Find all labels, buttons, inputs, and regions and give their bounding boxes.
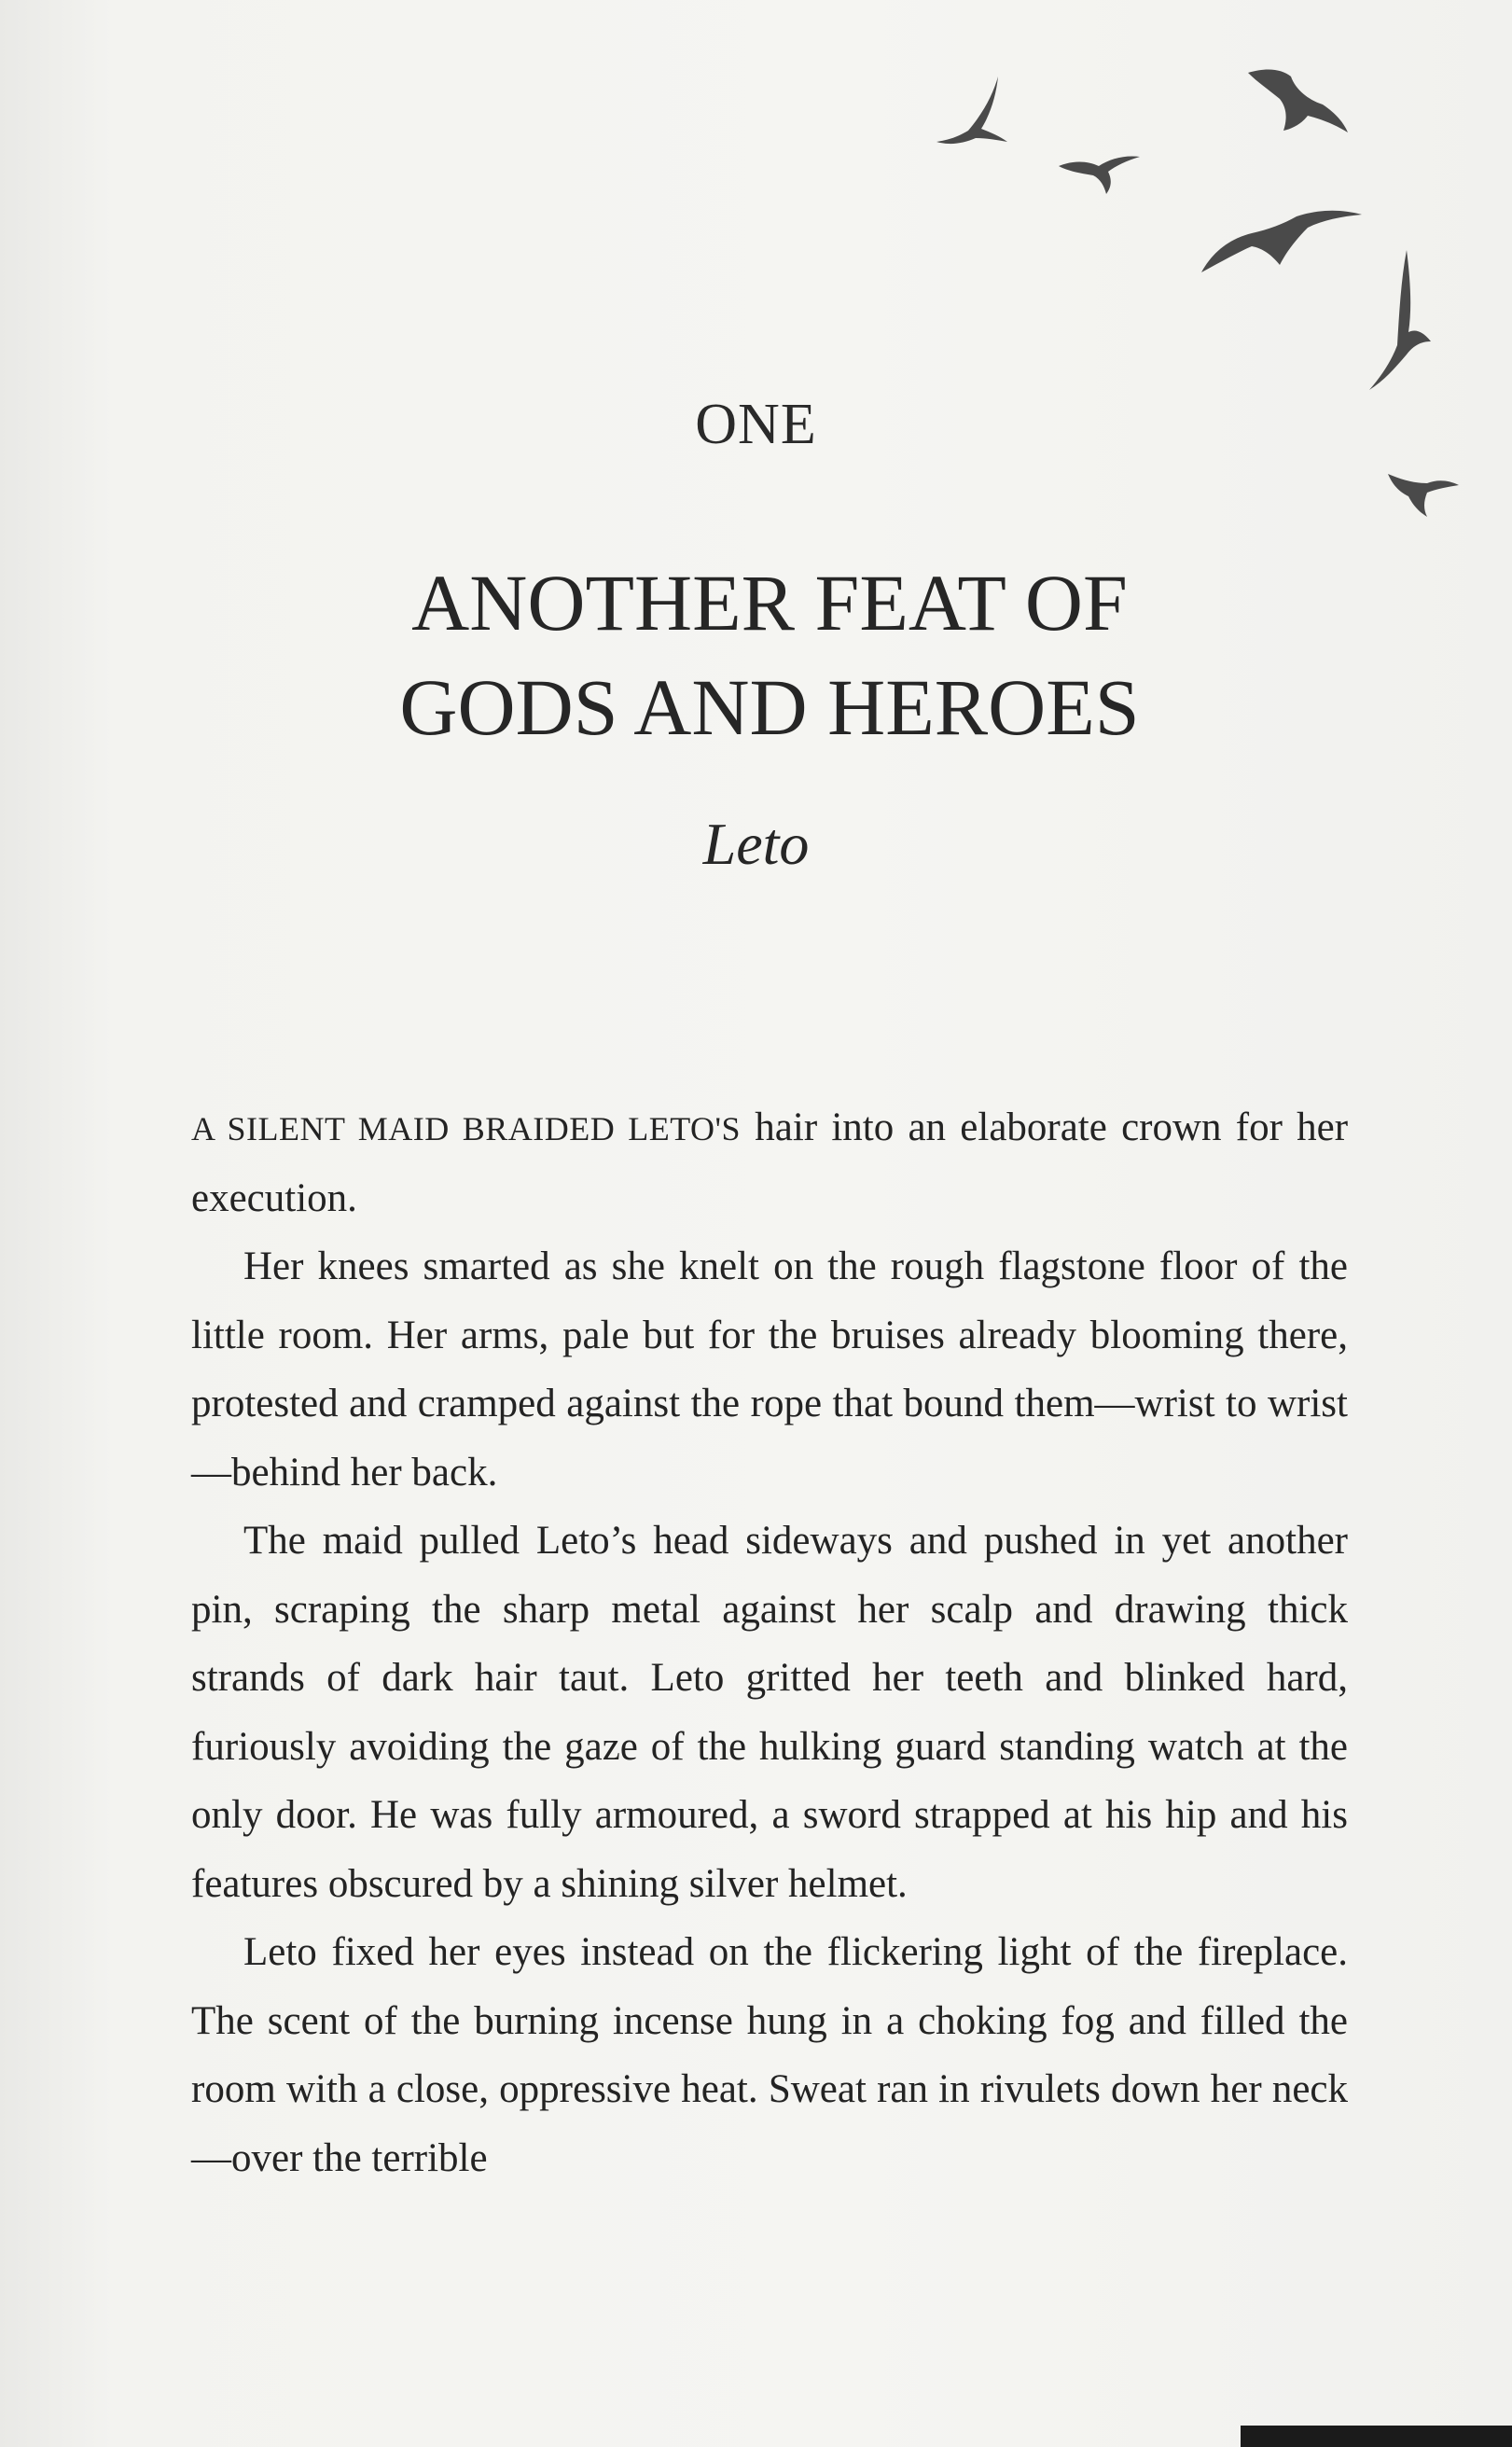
- bird-icon: [936, 76, 1007, 144]
- paragraph: Leto fixed her eyes instead on the flickering light of the fireplace. The scent of the burning incense hung in a choking fog and filled the room with a close, oppressive heat. Sweat ran in rivulets down her neck—over the terrible: [191, 1930, 1348, 2180]
- paragraph: The maid pulled Leto’s head sideways and pushed in yet another pin, scraping the sharp metal against her scalp and drawing thick strands of dark hair taut. Leto gritted her teeth and blinked hard, furiously avoiding the gaze of the hulking guard standing watch at the only door. He was fully armoured, a sword strapped at his hip and his features obscured by a shining silver helmet.: [191, 1519, 1348, 1906]
- opening-paragraph-text: hair into an elaborate crown for her execution.: [191, 1105, 1349, 1220]
- bird-icon: [1059, 156, 1140, 194]
- page-edge: [1241, 2426, 1512, 2447]
- pov-character: Leto: [702, 811, 810, 877]
- chapter-title: [280, 550, 1259, 759]
- opening-small-caps: A SILENT MAID BRAIDED LETO'S: [191, 1110, 742, 1147]
- body-text: [191, 1093, 1348, 2192]
- bird-icon: [1369, 250, 1431, 390]
- bird-icon: [1248, 70, 1348, 132]
- bird-icon: [1201, 211, 1362, 272]
- opening-paragraph: [191, 1093, 1348, 1232]
- chapter-title-line-2: GODS AND HEROES: [399, 662, 1140, 752]
- chapter-number: ONE: [695, 393, 817, 456]
- bird-icon: [1388, 474, 1459, 517]
- paragraph: Her knees smarted as she knelt on the rough flagstone floor of the little room. Her arms, pale but for the bruises already blooming there, protested and cramped against the rope that bound them—wrist to wrist—behind her back.: [191, 1244, 1348, 1495]
- chapter-title-line-1: ANOTHER FEAT OF: [411, 558, 1128, 647]
- flying-birds-icon: [877, 56, 1474, 541]
